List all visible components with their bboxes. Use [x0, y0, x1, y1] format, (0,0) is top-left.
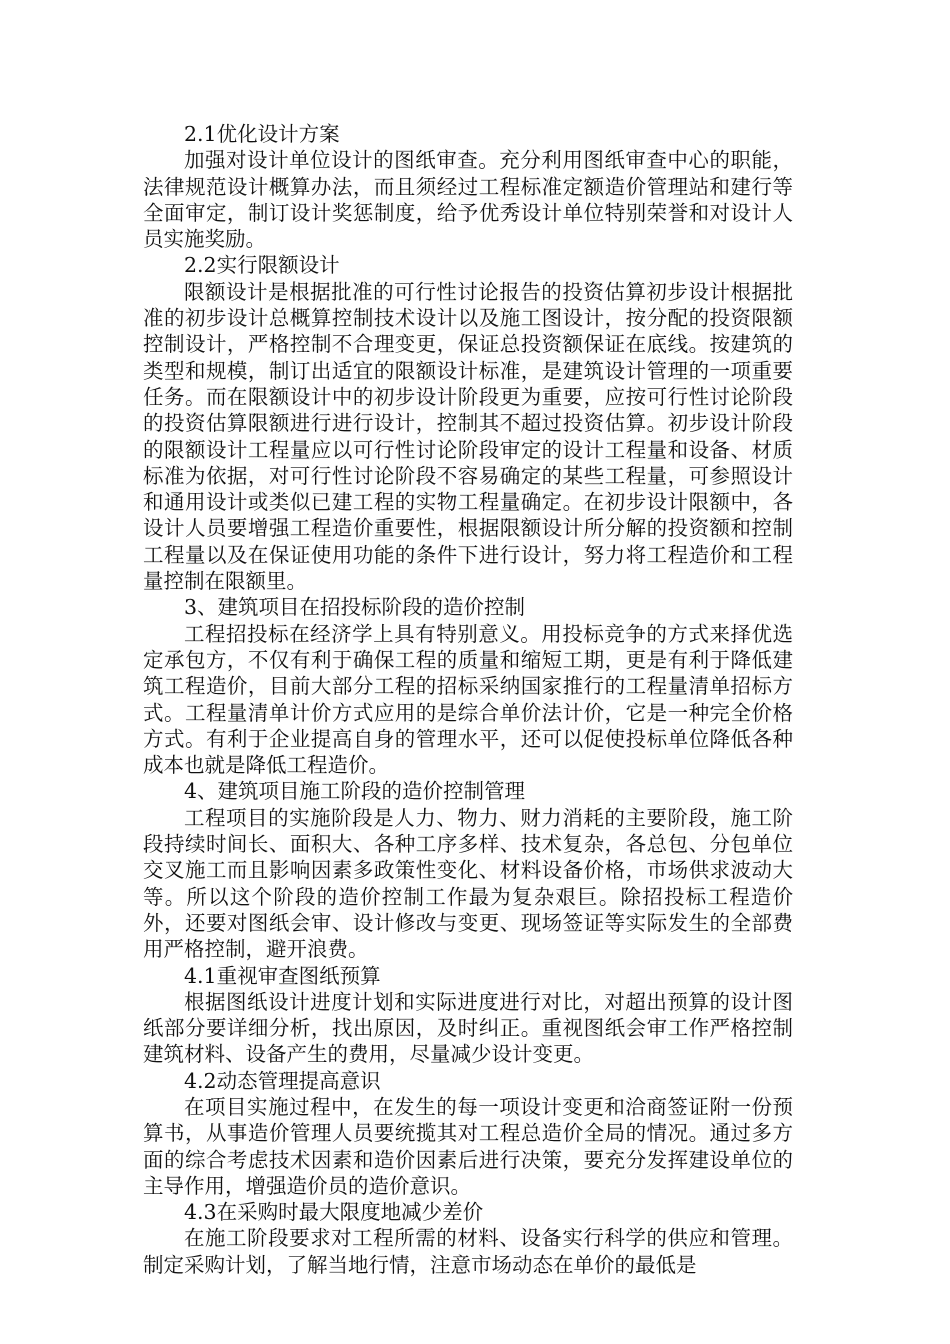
paragraph-limit-design: 限额设计是根据批准的可行性讨论报告的投资估算初步设计根据批准的初步设计总概算控制技术设计以及施工图设计，按分配的投资限额控制设计，严格控制不合理变更，保证总投资额保证在底线。按建筑的类型和规模，制订出适宜的限额设计标准，是建筑设计管理的一项重要任务。而在限额设计中的初步设计阶段更为重要，应按可行性讨论阶段的投资估算限额进行进行设计，控制其不超过投资估算。初步设计阶段的限额设计工程量应以可行性讨论阶段审定的设计工程量和设备、材质标准为依据，对可行性讨论阶段不容易确定的某些工程量，可参照设计和通用设计或类似已建工程的实物工程量确定。在初步设计限额中，各设计人员要增强工程造价重要性，根据限额设计所分解的投资额和控制工程量以及在保证使用功能的条件下进行设计，努力将工程造价和工程量控制在限额里。: [143, 279, 793, 594]
paragraph-procurement: 在施工阶段要求对工程所需的材料、设备实行科学的供应和管理。制定采购计划，了解当地行情，注意市场动态在单价的最低是: [143, 1226, 793, 1277]
paragraph-construction-phase: 工程项目的实施阶段是人力、物力、财力消耗的主要阶段，施工阶段持续时间长、面积大、各种工序多样、技术复杂，各总包、分包单位交叉施工而且影响因素多政策性变化、材料设备价格，市场供求波动大等。所以这个阶段的造价控制工作最为复杂艰巨。除招投标工程造价外，还要对图纸会审、设计修改与变更、现场签证等实际发生的全部费用严格控制，避开浪费。: [143, 805, 793, 962]
section-heading-4-1: 4.1重视审查图纸预算: [184, 963, 381, 988]
section-heading-4: 4、建筑项目施工阶段的造价控制管理: [184, 779, 526, 804]
paragraph-drawing-budget: 根据图纸设计进度计划和实际进度进行对比，对超出预算的设计图纸部分要详细分析，找出原因，及时纠正。重视图纸会审工作严格控制建筑材料、设备产生的费用，尽量减少设计变更。: [143, 989, 793, 1067]
section-heading-4-3: 4.3在采购时最大限度地减少差价: [184, 1200, 484, 1225]
paragraph-design-review: 加强对设计单位设计的图纸审查。充分利用图纸审查中心的职能，法律规范设计概算办法，而且须经过工程标准定额造价管理站和建行等全面审定，制订设计奖惩制度，给予优秀设计单位特别荣誉和对设计人员实施奖励。: [143, 148, 793, 252]
section-heading-2-1: 2.1优化设计方案: [184, 122, 340, 146]
paragraph-dynamic-management: 在项目实施过程中，在发生的每一项设计变更和洽商签证附一份预算书，从事造价管理人员要统揽其对工程总造价全局的情况。通过多方面的综合考虑技术因素和造价因素后进行决策，要充分发挥建设单位的主导作用，增强造价员的造价意识。: [143, 1094, 793, 1198]
paragraph-bidding: 工程招投标在经济学上具有特别意义。用投标竞争的方式来择优选定承包方，不仅有利于确保工程的质量和缩短工期，更是有利于降低建筑工程造价，目前大部分工程的招标采纳国家推行的工程量清单招标方式。工程量清单计价方式应用的是综合单价法计价，它是一种完全价格方式。有利于企业提高自身的管理水平，还可以促使投标单位降低各种成本也就是降低工程造价。: [143, 621, 793, 778]
section-heading-3: 3、建筑项目在招投标阶段的造价控制: [184, 595, 526, 620]
section-heading-2-2: 2.2实行限额设计: [184, 253, 340, 278]
section-heading-4-2: 4.2动态管理提高意识: [184, 1068, 381, 1093]
document-body: [143, 121, 793, 1278]
